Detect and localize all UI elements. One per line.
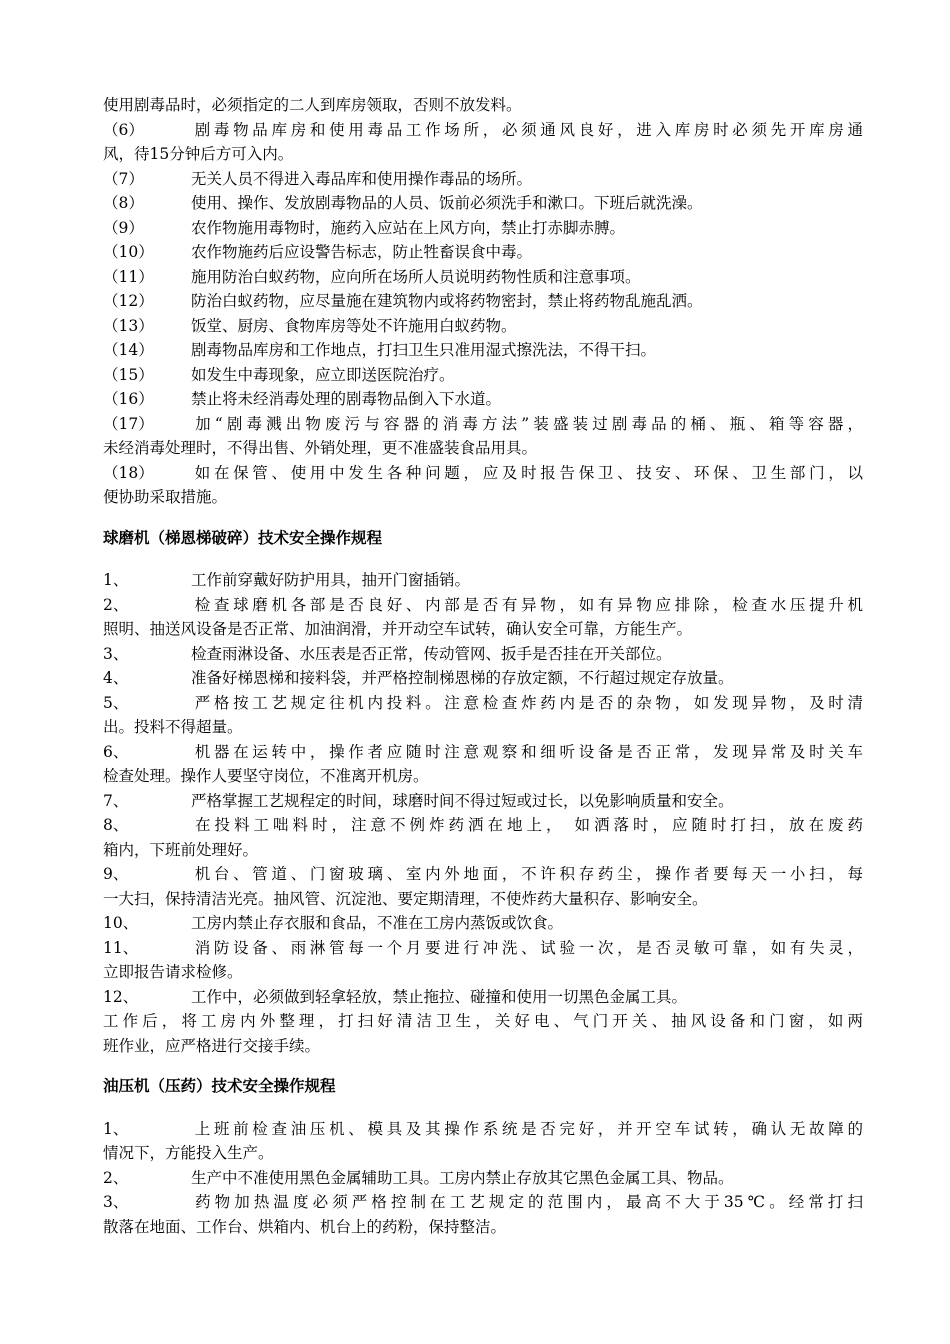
item-text: 严格按工艺规定往机内投料。注意检查炸药内是否的杂物，如发现异物，及时清 xyxy=(191,693,863,712)
item-text: 使用、操作、发放剧毒物品的人员、饭前必须洗手和漱口。下班后就洗澡。 xyxy=(191,194,703,212)
item-text: 工房内禁止存衣服和食品，不准在工房内蒸饭或饮食。 xyxy=(191,914,564,932)
list-item xyxy=(103,216,863,241)
item-line xyxy=(103,216,863,241)
item-line xyxy=(103,862,863,887)
list-item xyxy=(103,1190,863,1239)
item-line xyxy=(103,436,863,461)
item-number: 3、 xyxy=(103,1193,129,1211)
item-number: 6、 xyxy=(103,742,129,761)
item-number: （10） xyxy=(103,243,154,261)
item-line xyxy=(103,887,863,912)
section2-closing xyxy=(103,1009,863,1058)
item-number: 4、 xyxy=(103,669,129,687)
list-item xyxy=(103,1166,863,1191)
item-line xyxy=(103,593,863,618)
item-text: 情况下，方能投入生产。 xyxy=(103,1144,274,1162)
item-number: 12、 xyxy=(103,987,139,1006)
item-number: （17） xyxy=(103,414,154,433)
item-text: 在投料工咄料时，注意不例炸药洒在地上， 如洒落时，应随时打扫，放在废药 xyxy=(191,816,863,834)
list-item xyxy=(103,666,863,691)
item-line xyxy=(103,936,863,961)
item-number: 5、 xyxy=(103,693,129,712)
item-text: 立即报告请求检修。 xyxy=(103,963,243,981)
item-text: 工作前穿戴好防护用具，抽开门窗插销。 xyxy=(191,571,471,589)
item-text: 上班前检查油压机、模具及其操作系统是否完好，并开空车试转，确认无故障的 xyxy=(191,1119,863,1138)
item-text: 散落在地面、工作台、烘箱内、机台上的药粉，保持整洁。 xyxy=(103,1217,507,1236)
item-line xyxy=(103,813,863,838)
list-item xyxy=(103,289,863,314)
item-line xyxy=(103,265,863,290)
item-number: 10、 xyxy=(103,914,139,932)
item-text: 农作物施用毒物时，施药入应站在上风方向，禁止打赤脚赤膊。 xyxy=(191,218,626,237)
item-line xyxy=(103,985,863,1010)
item-line xyxy=(103,338,863,363)
item-text: 照明、抽送风设备是否正常、加油润滑，并开动空车试转，确认安全可靠，方能生产。 xyxy=(103,620,693,638)
item-line xyxy=(103,240,863,265)
item-text: 如发生中毒现象，应立即送医院治疗。 xyxy=(191,365,455,384)
item-line xyxy=(103,715,863,740)
item-text: 严格掌握工艺规程定的时间，球磨时间不得过短或过长，以免影响质量和安全。 xyxy=(191,791,734,810)
item-text: 一大扫，保持清洁光亮。抽风管、沉淀池、要定期清理，不使炸药大量积存、影响安全。 xyxy=(103,889,708,908)
item-line xyxy=(103,1141,863,1166)
item-number: 2、 xyxy=(103,595,129,614)
item-text: 加“剧毒溅出物废污与容器的消毒方法”装盛装过剧毒品的桶、瓶、箱等容器， xyxy=(191,414,863,433)
item-number: （11） xyxy=(103,267,154,286)
list-item xyxy=(103,167,863,192)
item-number: （13） xyxy=(103,316,154,335)
item-text: 药物加热温度必须严格控制在工艺规定的范围内，最高不大于35℃。经常打扫 xyxy=(191,1193,863,1211)
list-item xyxy=(103,813,863,862)
item-text: 施用防治白蚁药物，应向所在场所人员说明药物性质和注意事项。 xyxy=(191,267,641,286)
item-text: 禁止将未经消毒处理的剧毒物品倒入下水道。 xyxy=(191,390,502,408)
item-text: 准备好梯恩梯和接料袋，并严格控制梯恩梯的存放定额，不行超过规定存放量。 xyxy=(191,669,734,687)
item-text: 消防设备、雨淋管每一个月要进行冲洗、试验一次，是否灵敏可靠，如有失灵， xyxy=(191,938,863,957)
item-line xyxy=(103,485,863,510)
item-text: 未经消毒处理时，不得出售、外销处理，更不准盛装食品用具。 xyxy=(103,439,538,457)
item-number: （12） xyxy=(103,292,154,310)
list-item xyxy=(103,363,863,388)
item-number: 8、 xyxy=(103,816,129,834)
item-text: 出。投料不得超量。 xyxy=(103,718,243,736)
document-page xyxy=(103,93,863,1239)
item-number: 1、 xyxy=(103,571,129,589)
list-item xyxy=(103,936,863,985)
item-text: 防治白蚁药物，应尽量施在建筑物内或将药物密封，禁止将药物乱施乱洒。 xyxy=(191,292,703,310)
item-line xyxy=(103,1166,863,1191)
item-text: 工作中，必须做到轻拿轻放，禁止拖拉、碰撞和使用一切黑色金属工具。 xyxy=(191,987,688,1006)
item-text: 农作物施药后应设警告标志，防止牲畜误食中毒。 xyxy=(191,243,533,261)
list-item xyxy=(103,314,863,339)
item-line xyxy=(103,764,863,789)
item-line xyxy=(103,191,863,216)
item-number: 9、 xyxy=(103,865,129,883)
item-text: 检查球磨机各部是否良好、内部是否有异物，如有异物应排除，检查水压提升机 xyxy=(191,595,863,614)
item-line xyxy=(103,412,863,437)
closing-line: 班作业，应严格进行交接手续。 xyxy=(103,1036,321,1055)
list-item xyxy=(103,593,863,642)
item-text: 剧毒物品库房和使用毒品工作场所，必须通风良好，进入库房时必须先开库房通 xyxy=(191,120,863,139)
item-line xyxy=(103,666,863,691)
item-line xyxy=(103,387,863,412)
list-item xyxy=(103,740,863,789)
item-number: 1、 xyxy=(103,1119,129,1138)
item-number: （9） xyxy=(103,218,144,237)
section1-items xyxy=(103,118,863,510)
list-item xyxy=(103,911,863,936)
list-item xyxy=(103,985,863,1010)
item-line xyxy=(103,461,863,486)
item-text: 风，待15分钟后方可入内。 xyxy=(103,145,294,163)
list-item xyxy=(103,265,863,290)
item-line xyxy=(103,691,863,716)
item-text: 检查雨淋设备、水压表是否正常，传动管网、扳手是否挂在开关部位。 xyxy=(191,644,672,663)
list-item xyxy=(103,789,863,814)
item-line xyxy=(103,289,863,314)
item-line xyxy=(103,314,863,339)
section3-items xyxy=(103,1117,863,1240)
item-line xyxy=(103,789,863,814)
list-item xyxy=(103,338,863,363)
item-text: 箱内，下班前处理好。 xyxy=(103,840,259,859)
list-item xyxy=(103,191,863,216)
section-heading-oil-press: 油压机（压药）技术安全操作规程 xyxy=(103,1077,336,1095)
item-line xyxy=(103,568,863,593)
list-item xyxy=(103,240,863,265)
item-number: （7） xyxy=(103,169,144,188)
item-text: 饭堂、厨房、食物库房等处不许施用白蚁药物。 xyxy=(191,316,517,335)
item-line xyxy=(103,911,863,936)
item-number: （8） xyxy=(103,194,144,212)
item-text: 如在保管、使用中发生各种问题，应及时报告保卫、技安、环保、卫生部门，以 xyxy=(191,463,863,482)
item-line xyxy=(103,838,863,863)
item-number: 3、 xyxy=(103,644,129,663)
item-text: 无关人员不得进入毒品库和使用操作毒品的场所。 xyxy=(191,169,533,188)
list-item xyxy=(103,387,863,412)
section2-items xyxy=(103,568,863,1009)
item-line xyxy=(103,1117,863,1142)
item-line xyxy=(103,142,863,167)
item-line xyxy=(103,1215,863,1240)
item-text: 机台、管道、门窗玻璃、室内外地面，不许积存药尘，操作者要每天一小扫，每 xyxy=(191,865,863,883)
item-line xyxy=(103,118,863,143)
item-line xyxy=(103,960,863,985)
list-item xyxy=(103,642,863,667)
item-number: （18） xyxy=(103,463,154,482)
item-text: 检查处理。操作人要坚守岗位，不准离开机房。 xyxy=(103,767,429,785)
paragraph-lead: 使用剧毒品时，必须指定的二人到库房领取，否则不放发料。 xyxy=(103,96,522,114)
item-number: 11、 xyxy=(103,938,139,957)
item-line xyxy=(103,1190,863,1215)
list-item xyxy=(103,862,863,911)
item-line xyxy=(103,363,863,388)
item-number: （6） xyxy=(103,120,144,139)
list-item xyxy=(103,118,863,167)
item-text: 机器在运转中，操作者应随时注意观察和细听设备是否正常，发现异常及时关车 xyxy=(191,742,863,761)
list-item xyxy=(103,691,863,740)
section-heading-ball-mill: 球磨机（梯恩梯破碎）技术安全操作规程 xyxy=(103,528,383,547)
closing-line: 工作后，将工房内外整理，打扫好清洁卫生，关好电、气门开关、抽风设备和门窗，如两 xyxy=(103,1012,863,1030)
item-number: 2、 xyxy=(103,1168,129,1187)
item-text: 便协助采取措施。 xyxy=(103,488,228,506)
item-number: （14） xyxy=(103,341,154,359)
item-line xyxy=(103,740,863,765)
list-item xyxy=(103,412,863,461)
list-item xyxy=(103,461,863,510)
item-line xyxy=(103,617,863,642)
item-number: （16） xyxy=(103,390,154,408)
item-text: 剧毒物品库房和工作地点，打扫卫生只准用湿式擦洗法，不得干扫。 xyxy=(191,341,657,359)
list-item xyxy=(103,568,863,593)
item-line xyxy=(103,642,863,667)
item-text: 生产中不准使用黑色金属辅助工具。工房内禁止存放其它黑色金属工具、物品。 xyxy=(191,1168,734,1187)
item-number: 7、 xyxy=(103,791,129,810)
item-line xyxy=(103,167,863,192)
list-item xyxy=(103,1117,863,1166)
item-number: （15） xyxy=(103,365,154,384)
